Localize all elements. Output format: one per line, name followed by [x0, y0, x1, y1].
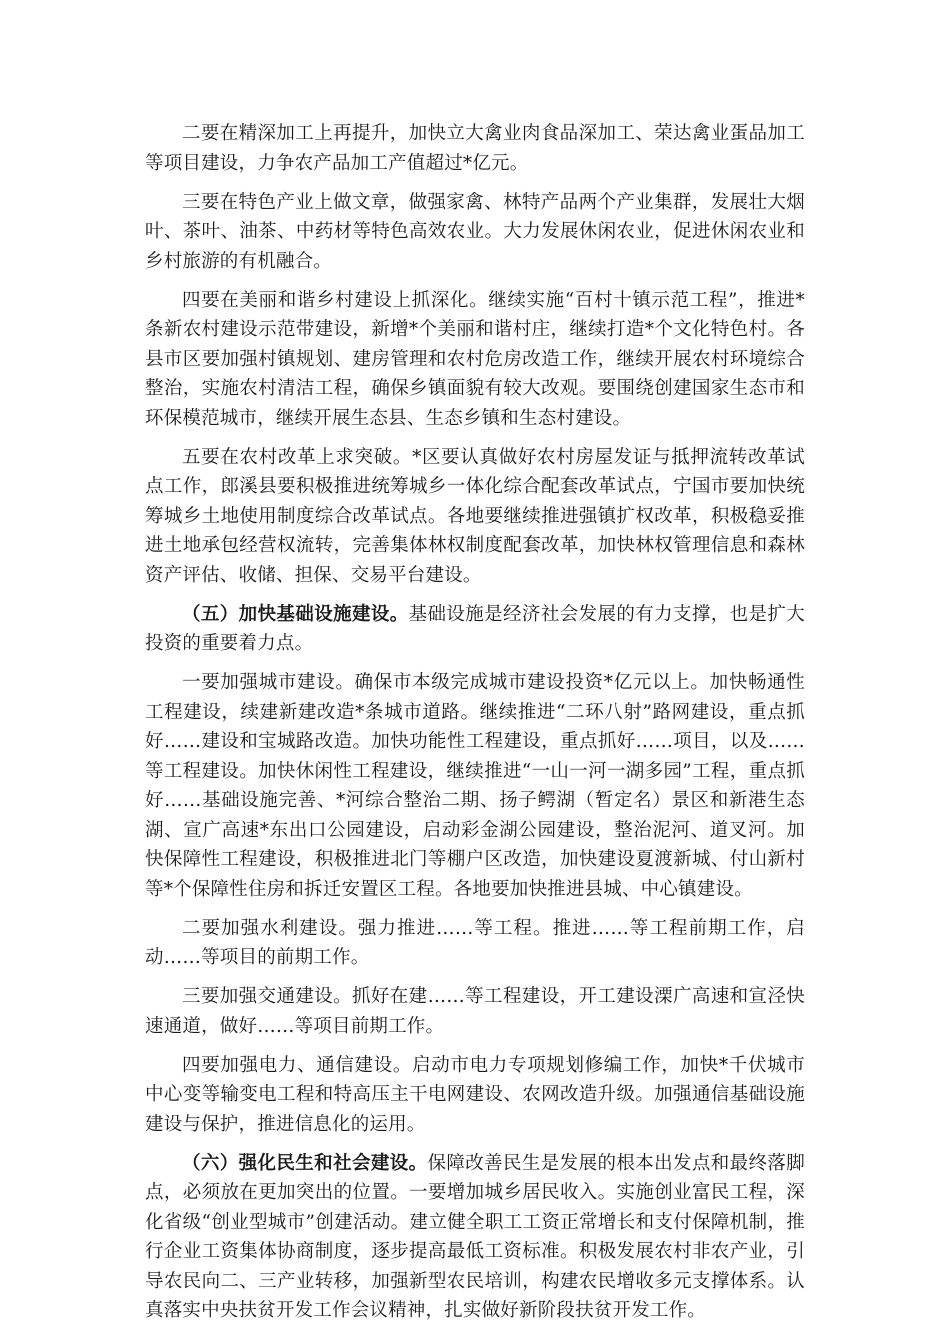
paragraph-text: 三要在特色产业上做文章，做强家禽、林特产品两个产业集群，发展壮大烟叶、茶叶、油茶、中药材等特色高效农业。大力发展休闲农业，促进休闲农业和乡村旅游的有机融合。 [145, 191, 805, 272]
paragraph-water-conservancy [145, 914, 805, 973]
paragraph-deep-processing [145, 119, 805, 178]
paragraph-text: 四要在美丽和谐乡村建设上抓深化。继续实施“百村十镇示范工程”，推进*条新农村建设示范带建设，新增*个美丽和谐村庄，继续打造*个文化特色村。各县市区要加强村镇规划、建房管理和农村危房改造工作，继续开展农村环境综合整治，实施农村清洁工程，确保乡镇面貌有较大改观。要围绕创建国家生态市和环保模范城市，继续开展生态县、生态乡镇和生态村建设。 [145, 289, 805, 429]
section-heading-infrastructure [145, 600, 805, 659]
section-heading-livelihood [145, 1149, 805, 1326]
section-heading: （六）强化民生和社会建设。 [182, 1152, 428, 1174]
paragraph-text: 保障改善民生是发展的根本出发点和最终落脚点，必须放在更加突出的位置。一要增加城乡居民收入。实施创业富民工程，深化省级“创业型城市”创建活动。建立健全职工工资正常增长和支付保障机制，推行企业工资集体协商制度，逐步提高最低工资标准。积极发展农村非农产业，引导农民向二、三产业转移，加强新型农民培训，构建农民增收多元支撑体系。认真落实中央扶贫开发工作会议精神，扎实做好新阶段扶贫开发工作。 [145, 1152, 805, 1321]
paragraph-rural-reform [145, 443, 805, 591]
paragraph-featured-industry [145, 188, 805, 277]
paragraph-text: 四要加强电力、通信建设。启动市电力专项规划修编工作，加快*千伏城市中心变等输变电工程和特高压主干电网建设、农网改造升级。加强通信基础设施建设与保护，推进信息化的运用。 [145, 1054, 805, 1135]
paragraph-text: 三要加强交通建设。抓好在建……等工程建设，开工建设溧广高速和宣泾快速通道，做好……等项目前期工作。 [145, 986, 805, 1037]
paragraph-text: 基础设施是经济社会发展的有力支撑，也是扩大投资的重要着力点。 [145, 603, 806, 654]
section-heading: （五）加快基础设施建设。 [182, 603, 409, 625]
paragraph-text: 二要在精深加工上再提升，加快立大禽业肉食品深加工、荣达禽业蛋品加工等项目建设，力争农产品加工产值超过*亿元。 [145, 123, 805, 174]
document-body [145, 119, 805, 1335]
paragraph-urban-construction [145, 668, 805, 904]
paragraph-harmonious-village [145, 286, 805, 434]
paragraph-text: 二要加强水利建设。强力推进……等工程。推进……等工程前期工作，启动……等项目的前期工作。 [145, 917, 805, 968]
paragraph-power-communication [145, 1051, 805, 1140]
paragraph-text: 五要在农村改革上求突破。*区要认真做好农村房屋发证与抵押流转改革试点工作，郎溪县要积极推进统筹城乡一体化综合配套改革试点，宁国市要加快统筹城乡土地使用制度综合改革试点。各地要继续推进强镇扩权改革，积极稳妥推进土地承包经营权流转，完善集体林权制度配套改革，加快林权管理信息和森林资产评估、收储、担保、交易平台建设。 [145, 446, 805, 586]
paragraph-transportation [145, 982, 805, 1041]
paragraph-text: 一要加强城市建设。确保市本级完成城市建设投资*亿元以上。加快畅通性工程建设，续建新建改造*条城市道路。继续推进“二环八射”路网建设，重点抓好……建设和宝城路改造。加快功能性工程建设，重点抓好……项目，以及……等工程建设。加快休闲性工程建设，继续推进“一山一河一湖多园”工程，重点抓好……基础设施完善、*河综合整治二期、扬子鳄湖（暂定名）景区和新港生态湖、宣广高速*东出口公园建设，启动彩金湖公园建设，整治泥河、道叉河。加快保障性工程建设，积极推进北门等棚户区改造，加快建设夏渡新城、付山新村等*个保障性住房和拆迁安置区工程。各地要加快推进县城、中心镇建设。 [145, 672, 805, 900]
